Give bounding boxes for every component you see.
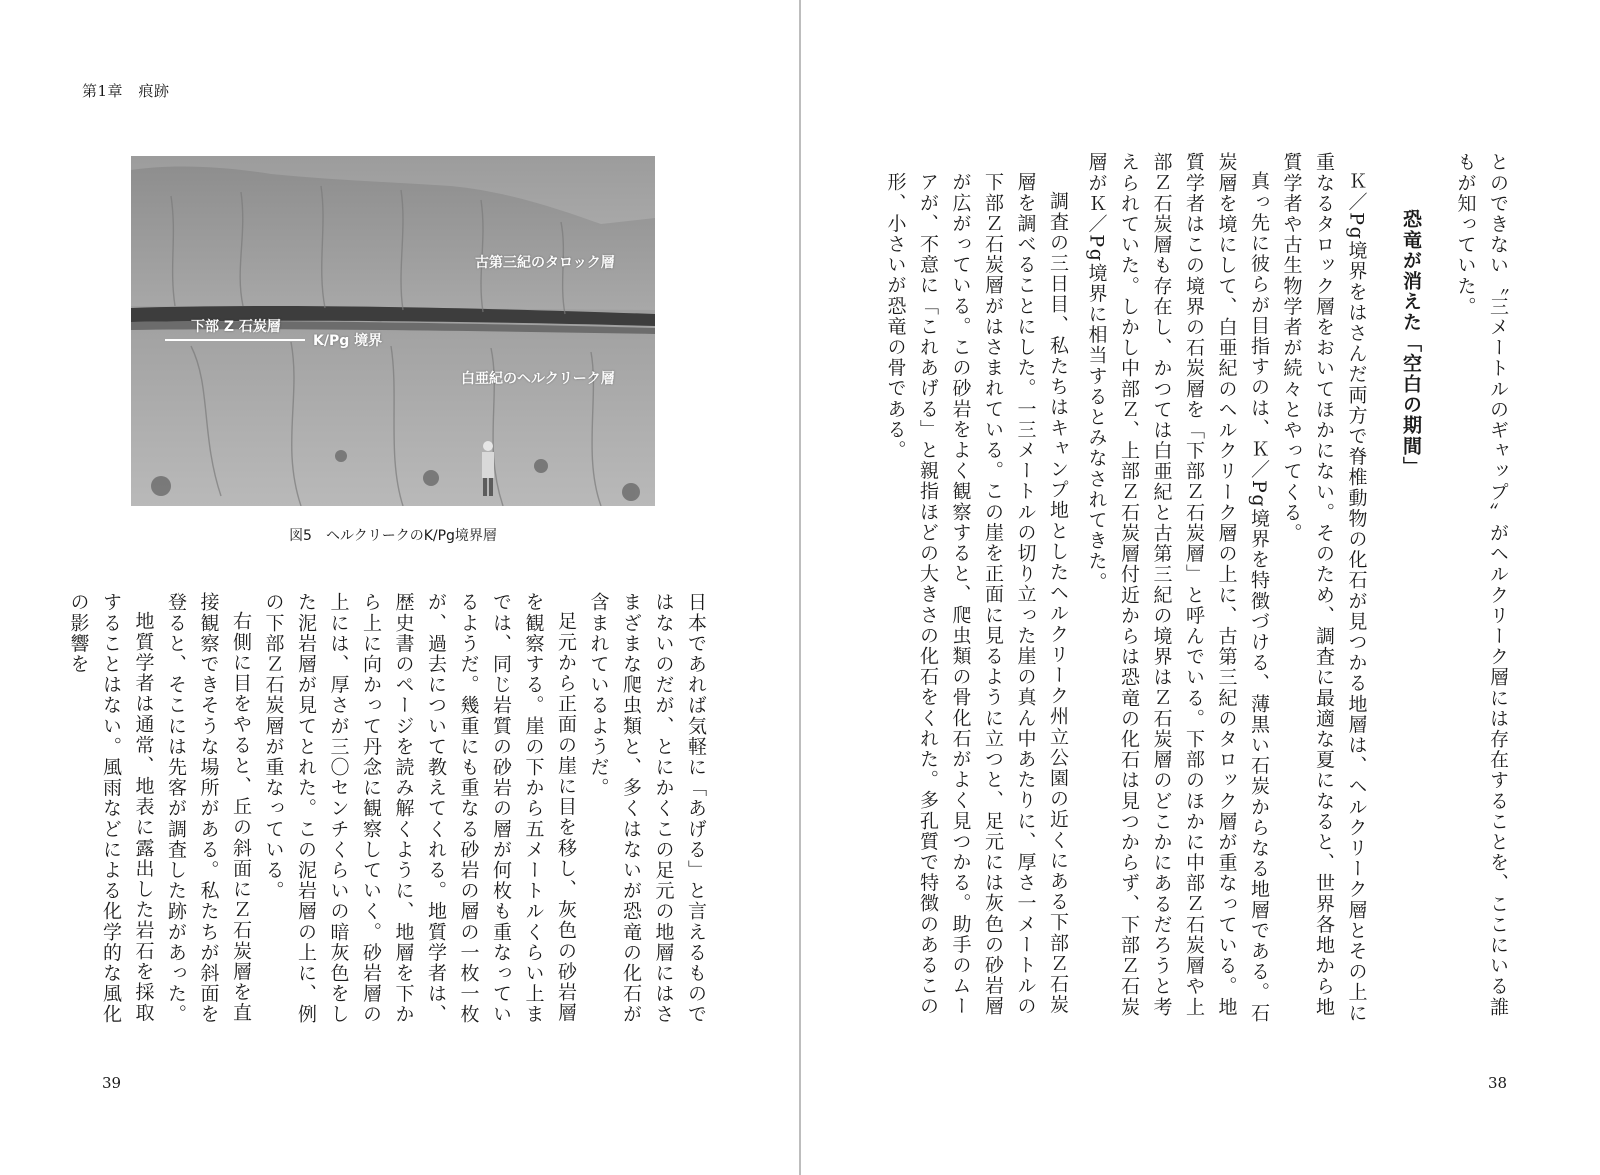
left-body-text bbox=[67, 592, 712, 1032]
right-body-text bbox=[1085, 152, 1514, 1032]
figure-photo bbox=[131, 156, 655, 506]
right-body-text-continued bbox=[884, 172, 1074, 1032]
paragraph: 右側に目をやると、丘の斜面にＺ石炭層を直接観察できそうな場所がある。私たちが斜面を登ると、そこには先客が調査した跡があった。 bbox=[165, 592, 252, 1025]
running-head: 第1章 痕跡 bbox=[82, 82, 170, 100]
label-lower-z: 下部 Z 石炭層 bbox=[191, 319, 281, 335]
right-page bbox=[801, 0, 1600, 1175]
figure-caption: 図5 ヘルクリークのK/Pg境界層 bbox=[289, 528, 497, 544]
paragraph: Ｋ／Pg境界をはさんだ両方で脊椎動物の化石が見つかる地層は、ヘルクリーク層とその上に重なるタロック層をおいてほかにない。そのため、調査に最適な夏になると、世界各地から地質学者や古生物学者が続々とやってくる。 bbox=[1280, 152, 1368, 1024]
paragraph: 日本であれば気軽に「あげる」と言えるものではないのだが、とにかくこの足元の地層にはさまざまな爬虫類と、多くはないが恐竜の化石が含まれているようだ。 bbox=[587, 592, 707, 1025]
paragraph: 真っ先に彼らが目指すのは、Ｋ／Pg境界を特徴づける、薄黒い石炭からなる地層である。石炭層を境にして、白亜紀のヘルクリーク層の上に、古第三紀のタロック層が重なっている。地質学者はこの境界の石炭層を「下部Ｚ石炭層」と呼んでいる。下部のほかに中部Ｚ石炭層や上部Ｚ石炭層も存在し、かつては白亜紀と古第三紀の境界はＺ石炭層のどこかにあるだろうと考えられていた。しかし中部Ｚ、上部Ｚ石炭層付近からは恐竜の化石は見つからず、下部Ｚ石炭層がＫ／Pg境界に相当するとみなされてきた。 bbox=[1085, 152, 1270, 1024]
paragraph: 足元から正面の崖に目を移し、灰色の砂岩層を観察する。崖の下から五メートルくらい上までは、同じ岩質の砂岩の層が何枚も重なっているようだ。幾重にも重なる砂岩の層の一枚一枚が、過去について教えてくれる。地質学者は、歴史書のページを読み解くように、地層を下から上に向かって丹念に観察していく。砂岩層の上には、厚さが三〇センチくらいの暗灰色をした泥岩層が見てとれた。この泥岩層の上に、例の下部Ｚ石炭層が重なっている。 bbox=[262, 592, 577, 1025]
label-boundary: K/Pg 境界 bbox=[313, 333, 383, 349]
paragraph: とのできない〝三メートルのギャップ〟がヘルクリーク層には存在することを、ここにいる誰もが知っていた。 bbox=[1454, 152, 1509, 1018]
label-tullock: 古第三紀のタロック層 bbox=[475, 255, 615, 271]
page-number: 38 bbox=[1488, 1074, 1508, 1092]
paragraph: 調査の三日目、私たちはキャンプ地としたヘルクリーク州立公園の近くにある下部Ｚ石炭層を調べることにした。一三メートルの切り立った崖の真ん中あたりに、厚さ一メートルの下部Ｚ石炭層がはさまれている。この崖を正面に見るように立つと、足元には灰色の砂岩層が広がっている。この砂岩をよく観察すると、爬虫類の骨化石がよく見つかる。助手のムーアが、不意に「これあげる」と親指ほどの大きさの化石をくれた。多孔質で特徴のあるこの形、小さいが恐竜の骨である。 bbox=[884, 172, 1069, 1017]
label-hellcreek: 白亜紀のヘルクリーク層 bbox=[461, 371, 615, 387]
section-heading: 恐竜が消えた「空白の期間」 bbox=[1400, 209, 1422, 477]
paragraph: 地質学者は通常、地表に露出した岩石を採取することはない。風雨などによる化学的な風化の影響を bbox=[67, 592, 155, 1025]
page-number: 39 bbox=[102, 1074, 122, 1092]
